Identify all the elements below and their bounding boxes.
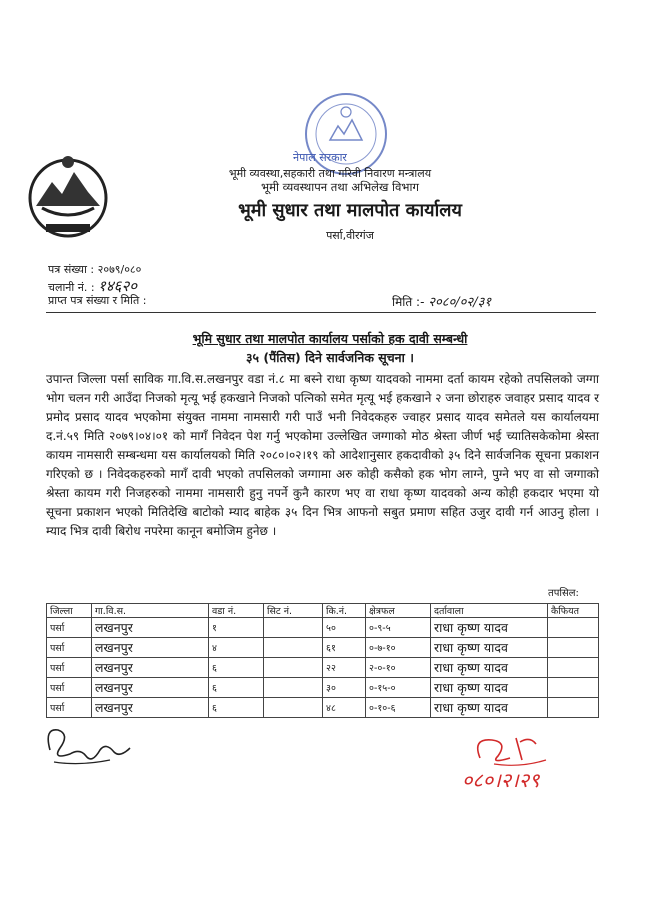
cell-remarks [548, 618, 599, 638]
cell-remarks [548, 698, 599, 718]
cell-vdc: लखनपुर [92, 618, 209, 638]
cell-district: पर्सा [47, 658, 92, 678]
notice-body: उपान्त जिल्ला पर्सा साविक गा.वि.स.लखनपुर वडा नं.८ मा बस्ने राधा कृष्ण यादवको नाममा दर्ता कायम रहेको तपसिलको जग्गा भोग चलन गरी आउँदा निजको मृत्यू भई हकखाने निजको पत्निको समेत मृत्यू भई हकखाने २ जना छोराहरु जवाहर प्रसाद यादव र प्रमोद प्रसाद यादव भएकोमा संयुक्त नाममा नामसारी गरी पाउँ भनी निवेदकहरु ज्वाहर प्रसाद यादव समेतले यस कार्यालयमा द.नं.५९ मिति २०७९।०४।०१ को मागँ निवेदन पेश गर्नु भएकोमा उल्लेखित जग्गाको मोठ श्रेस्ता जीर्ण भई च्यातिसकेकोमा श्रेस्ता कायम नामसारी सम्बन्धमा यस कार्यालयको मिति २०८०।०२।१९ को आदेशानुसार हकदावीको ३५ दिने सार्वजनिक सूचना प्रकाशन गरिएको छ । निवेदकहरुको मागँ दावी भएको तपसिलको जग्गामा अरु कोही कसैको हक भोग लाग्ने, पुग्ने भए वा सो जग्गाको श्रेस्ता कायम गरी निजहरुको नाममा नामसारी हुनु नपर्ने कुनै कारण भए वा राधा कृष्ण यादवको अन्य कोही हकदार भएमा यो सूचना प्रकाशन भएको मितिदेखि बाटोको म्याद बाहेक ३५ दिन भित्र आफनो सबुत प्रमाण सहित उजुर दावी गर्न आउनु होला । म्याद भित्र दावी बिरोध नपरेमा कानून बमोजिम हुनेछ । [46, 372, 599, 538]
cell-plot: ३० [323, 678, 366, 698]
cell-area: ०-१०-६ [366, 698, 431, 718]
cell-plot: ५० [323, 618, 366, 638]
cell-remarks [548, 638, 599, 658]
cell-sheet [264, 698, 323, 718]
col-district: जिल्ला [47, 604, 92, 618]
notice-body-wrap [46, 370, 599, 541]
letter-date [392, 292, 491, 310]
received-label: प्राप्त पत्र संख्या र मिति : [48, 294, 147, 307]
col-vdc: गा.वि.स. [92, 604, 209, 618]
cell-ward: ६ [209, 698, 264, 718]
table-row [47, 678, 599, 698]
table-header-row [47, 604, 599, 618]
cell-sheet [264, 678, 323, 698]
cell-plot: ४८ [323, 698, 366, 718]
cell-sheet [264, 638, 323, 658]
seal-text: नेपाल सरकार [293, 151, 347, 164]
received-letter [48, 293, 146, 308]
dispatch-no-value: १४६२० [98, 277, 138, 295]
ministry-name: भूमी व्यवस्था,सहकारी तथा गरिवी निवारण मन्त्रालय [228, 167, 432, 180]
table-row [47, 698, 599, 718]
table-row [47, 638, 599, 658]
cell-district: पर्सा [47, 618, 92, 638]
letter-no-value: २०७९/०८० [97, 263, 142, 276]
cell-ward: ६ [209, 678, 264, 698]
land-table [46, 603, 599, 718]
header-divider [46, 312, 596, 313]
cell-area: ०-१५-० [366, 678, 431, 698]
right-signature-date: ०८०।२।२९ [462, 768, 540, 792]
cell-vdc: लखनपुर [92, 678, 209, 698]
cell-area: ०-७-१० [366, 638, 431, 658]
cell-plot: ६१ [323, 638, 366, 658]
cell-district: पर्सा [47, 638, 92, 658]
table-row [47, 618, 599, 638]
dispatch-no-label: चलानी नं. : [48, 281, 95, 294]
cell-remarks [548, 678, 599, 698]
cell-district: पर्सा [47, 698, 92, 718]
cell-sheet [264, 618, 323, 638]
cell-district: पर्सा [47, 678, 92, 698]
cell-ward: ६ [209, 658, 264, 678]
col-area: क्षेत्रफल [366, 604, 431, 618]
col-owner: दर्तावाला [431, 604, 548, 618]
col-remarks: कैफियत [548, 604, 599, 618]
notice-title: भूमि सुधार तथा मालपोत कार्यालय पर्साको हक दावी सम्बन्धी [192, 331, 468, 346]
cell-owner: राधा कृष्ण यादव [431, 678, 548, 698]
tapsil-label: तपसिल: [548, 588, 579, 599]
nepal-emblem-icon [22, 148, 114, 240]
col-plot: कि.नं. [323, 604, 366, 618]
department-name: भूमी व्यवस्थापन तथा अभिलेख विभाग [261, 180, 419, 194]
office-location: पर्सा,वीरगंज [326, 229, 374, 242]
notice-subtitle: ३५ (पैंतिस) दिने सार्वजनिक सूचना । [246, 350, 414, 365]
cell-ward: १ [209, 618, 264, 638]
col-ward: वडा नं. [209, 604, 264, 618]
cell-owner: राधा कृष्ण यादव [431, 618, 548, 638]
cell-vdc: लखनपुर [92, 658, 209, 678]
cell-sheet [264, 658, 323, 678]
cell-plot: २२ [323, 658, 366, 678]
cell-area: २-०-१० [366, 658, 431, 678]
cell-ward: ४ [209, 638, 264, 658]
cell-owner: राधा कृष्ण यादव [431, 698, 548, 718]
date-value: २०८०/०२/३१ [428, 295, 492, 310]
table-row [47, 658, 599, 678]
cell-vdc: लखनपुर [92, 638, 209, 658]
cell-remarks [548, 658, 599, 678]
cell-vdc: लखनपुर [92, 698, 209, 718]
cell-owner: राधा कृष्ण यादव [431, 638, 548, 658]
cell-area: ०-९-५ [366, 618, 431, 638]
letter-no-label: पत्र संख्या : [48, 263, 95, 276]
left-signature [40, 720, 140, 770]
date-label: मिति :- [392, 295, 425, 309]
letter-number [48, 262, 141, 277]
cell-owner: राधा कृष्ण यादव [431, 658, 548, 678]
col-sheet: सिट नं. [264, 604, 323, 618]
office-name: भूमी सुधार तथा मालपोत कार्यालय [238, 200, 462, 221]
